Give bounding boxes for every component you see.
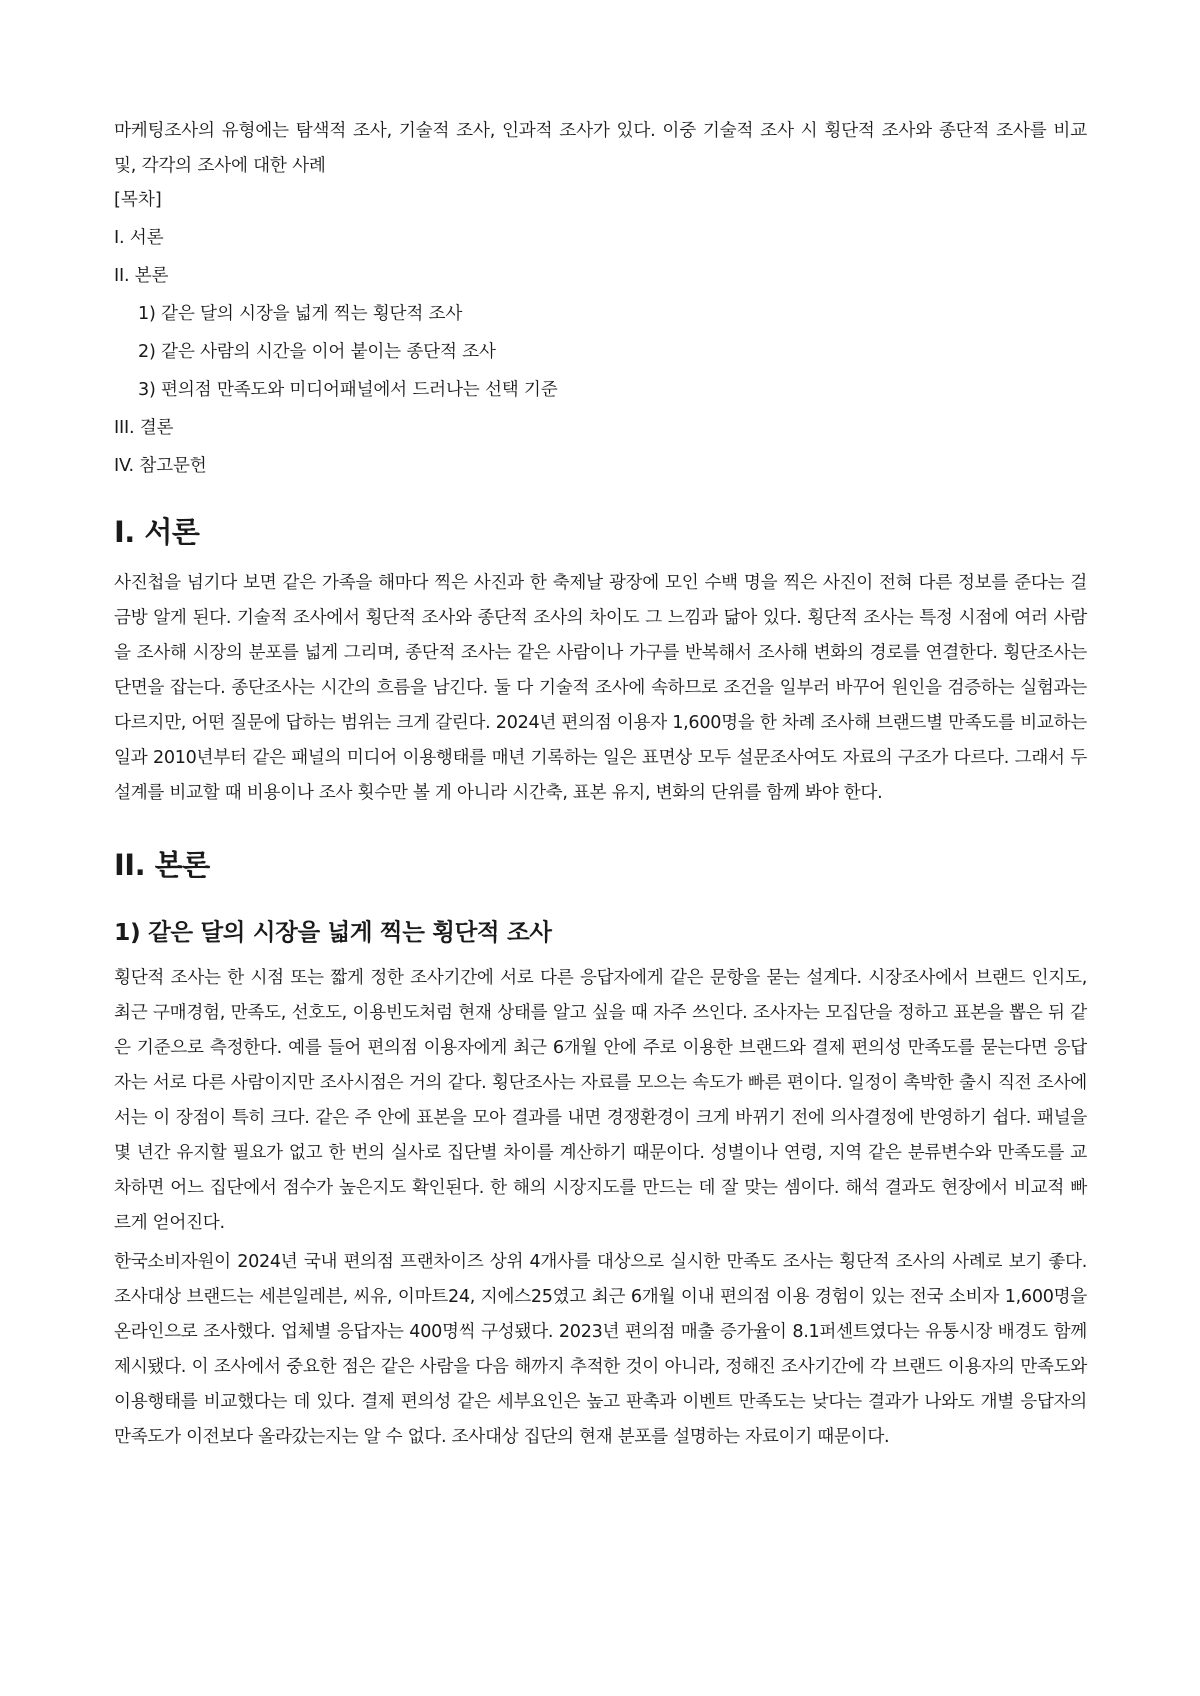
- toc-item-body-1: 1) 같은 달의 시장을 넓게 찍는 횡단적 조사: [138, 304, 463, 324]
- toc-item-body-3: 3) 편의점 만족도와 미디어패널에서 드러나는 선택 기준: [138, 380, 558, 400]
- subsection-1-paragraph-2: 한국소비자원이 2024년 국내 편의점 프랜차이즈 상위 4개사를 대상으로 실시한 만족도 조사는 횡단적 조사의 사례로 보기 좋다. 조사대상 브랜드는 세븐일레븐, 씨유, 이마트24, 지에스25였고 최근 6개월 이내 편의점 이용 경험이 있는 전국 소비자 1,600명을 온라인으로 조사했다. 업체별 응답자는 400명씩 구성됐다. 2023년 편의점 매출 증가율이 8.1퍼센트였다는 유통시장 배경도 함께 제시됐다. 이 조사에서 중요한 점은 같은 사람을 다음 해까지 추적한 것이 아니라, 정해진 조사기간에 각 브랜드 이용자의 만족도와 이용행태를 비교했다는 데 있다. 결제 편의성 같은 세부요인은 높고 판촉과 이벤트 만족도는 낮다는 결과가 나와도 개별 응답자의 만족도가 이전보다 올라갔는지는 알 수 없다. 조사대상 집단의 현재 분포를 설명하는 자료이기 때문이다.: [114, 1252, 1087, 1447]
- body-heading: II. 본론: [114, 848, 210, 882]
- table-of-contents: [114, 226, 1087, 478]
- intro-heading: I. 서론: [114, 515, 200, 549]
- toc-item-references: IV. 참고문헌: [114, 456, 207, 476]
- toc-title: [목차]: [114, 190, 162, 210]
- toc-item-body-2: 2) 같은 사람의 시간을 이어 붙이는 종단적 조사: [138, 342, 496, 362]
- intro-paragraph: 사진첩을 넘기다 보면 같은 가족을 해마다 찍은 사진과 한 축제날 광장에 모인 수백 명을 찍은 사진이 전혀 다른 정보를 준다는 걸 금방 알게 된다. 기술적 조사에서 횡단적 조사와 종단적 조사의 차이도 그 느낌과 닮아 있다. 횡단적 조사는 특정 시점에 여러 사람을 조사해 시장의 분포를 넓게 그리며, 종단적 조사는 같은 사람이나 가구를 반복해서 조사해 변화의 경로를 연결한다. 횡단조사는 단면을 잡는다. 종단조사는 시간의 흐름을 남긴다. 둘 다 기술적 조사에 속하므로 조건을 일부러 바꾸어 원인을 검증하는 실험과는 다르지만, 어떤 질문에 답하는 범위는 크게 갈린다. 2024년 편의점 이용자 1,600명을 한 차례 조사해 브랜드별 만족도를 비교하는 일과 2010년부터 같은 패널의 미디어 이용행태를 매년 기록하는 일은 표면상 모두 설문조사여도 자료의 구조가 다르다. 그래서 두 설계를 비교할 때 비용이나 조사 횟수만 볼 게 아니라 시간축, 표본 유지, 변화의 단위를 함께 봐야 한다.: [114, 573, 1087, 803]
- toc-item-conclusion: III. 결론: [114, 418, 174, 438]
- subsection-1-paragraph-1: 횡단적 조사는 한 시점 또는 짧게 정한 조사기간에 서로 다른 응답자에게 같은 문항을 묻는 설계다. 시장조사에서 브랜드 인지도, 최근 구매경험, 만족도, 선호도, 이용빈도처럼 현재 상태를 알고 싶을 때 자주 쓰인다. 조사자는 모집단을 정하고 표본을 뽑은 뒤 같은 기준으로 측정한다. 예를 들어 편의점 이용자에게 최근 6개월 안에 주로 이용한 브랜드와 결제 편의성 만족도를 묻는다면 응답자는 서로 다른 사람이지만 조사시점은 거의 같다. 횡단조사는 자료를 모으는 속도가 빠른 편이다. 일정이 촉박한 출시 직전 조사에서는 이 장점이 특히 크다. 같은 주 안에 표본을 모아 결과를 내면 경쟁환경이 크게 바뀌기 전에 의사결정에 반영하기 쉽다. 패널을 몇 년간 유지할 필요가 없고 한 번의 실사로 집단별 차이를 계산하기 때문이다. 성별이나 연령, 지역 같은 분류변수와 만족도를 교차하면 어느 집단에서 점수가 높은지도 확인된다. 한 해의 시장지도를 만드는 데 잘 맞는 셈이다. 해석 결과도 현장에서 비교적 빠르게 얻어진다.: [114, 968, 1087, 1233]
- assignment-question: 마케팅조사의 유형에는 탐색적 조사, 기술적 조사, 인과적 조사가 있다. 이중 기술적 조사 시 횡단적 조사와 종단적 조사를 비교 및, 각각의 조사에 대한 사례: [114, 121, 1087, 176]
- toc-item-intro: I. 서론: [114, 228, 164, 248]
- subsection-heading-1: 1) 같은 달의 시장을 넓게 찍는 횡단적 조사: [114, 918, 552, 946]
- toc-item-body: II. 본론: [114, 266, 169, 286]
